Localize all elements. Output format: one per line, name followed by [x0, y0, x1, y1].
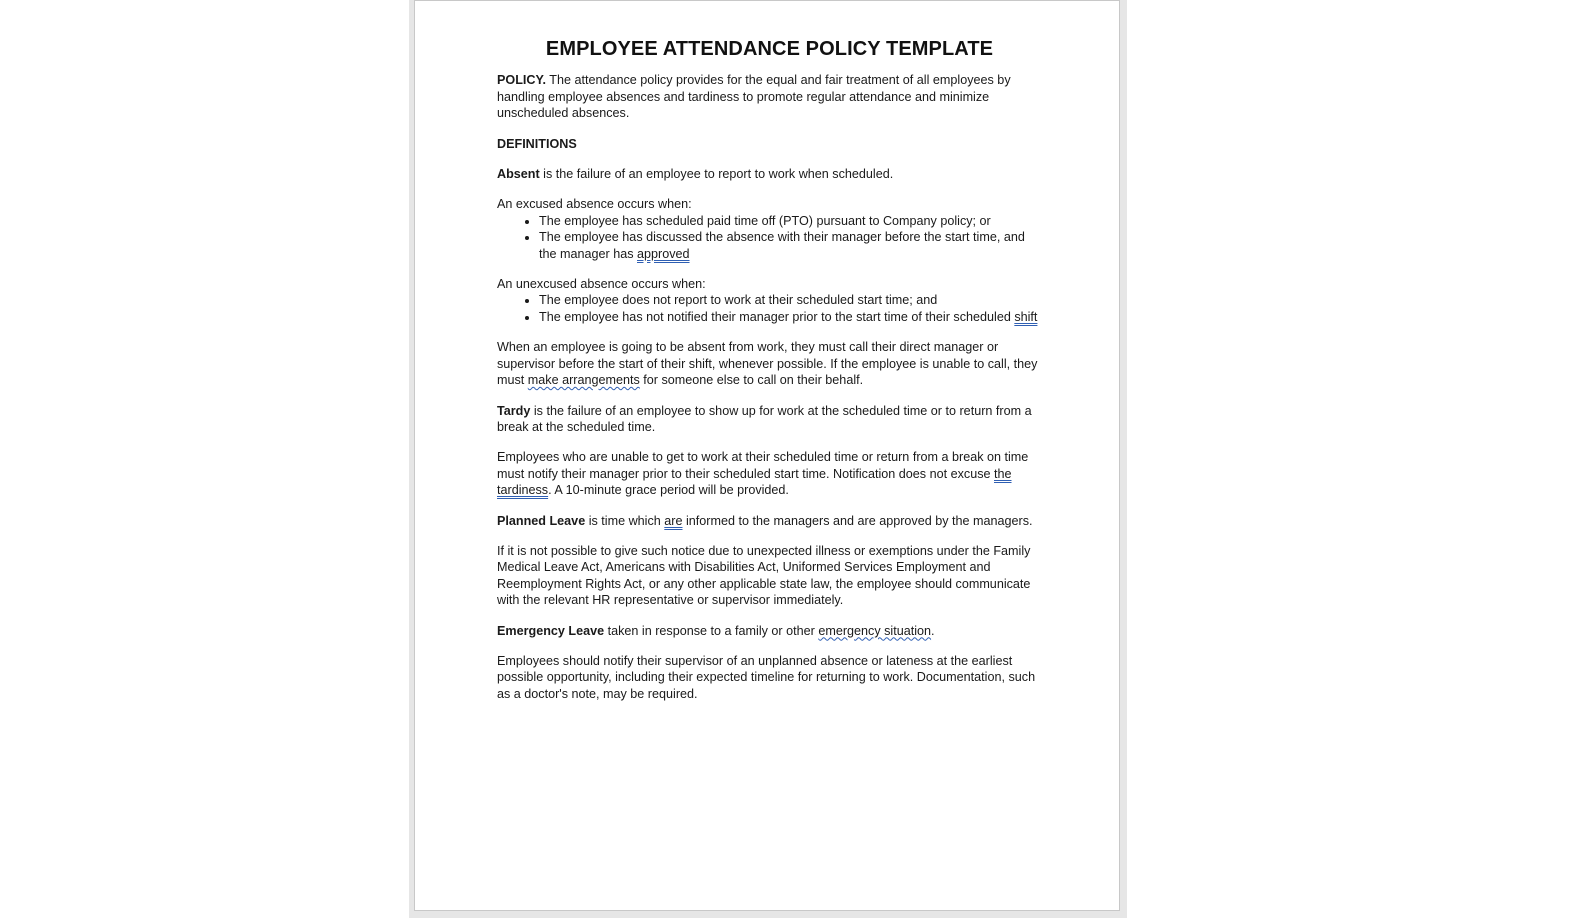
list-item: • The employee does not report to work at their scheduled start time; and [539, 292, 1042, 308]
tardy-definition: Tardy is the failure of an employee to show up for work at the scheduled time or to return from a break at the scheduled time. [497, 403, 1032, 434]
absent-text: is the failure of an employee to report to work when scheduled. [539, 167, 894, 182]
planned-leave-term: Planned Leave [497, 513, 586, 528]
planned-leave-definition: Planned Leave is time which are informed to the managers and are approved by the managers. [497, 513, 1033, 528]
policy-paragraph [497, 72, 1042, 121]
grammar-flag[interactable]: approved [637, 246, 690, 261]
document-title: EMPLOYEE ATTENDANCE POLICY TEMPLATE [545, 38, 994, 60]
tardy-notice-paragraph: Employees who are unable to get to work at their scheduled time or return from a break on time must notify their manager prior to their scheduled start time. Notification does not excuse the tardiness. A 10-minute grace period will be provided. [497, 450, 1029, 498]
list-item: • The employee has scheduled paid time off (PTO) pursuant to Company policy; or [539, 213, 1042, 229]
emergency-leave-term: Emergency Leave [497, 623, 605, 638]
document-page[interactable] [414, 0, 1120, 911]
absent-term: Absent [497, 167, 540, 182]
notify-paragraph: Employees should notify their supervisor of an unplanned absence or lateness at the earliest possible opportunity, including their expected timeline for returning to work. Documentation, such as a doctor's note, may be required. [497, 653, 1036, 701]
grammar-flag[interactable]: are [664, 513, 683, 528]
grammar-flag[interactable]: make arrangements [527, 373, 640, 388]
definitions-heading: DEFINITIONS [497, 136, 577, 151]
tardy-term: Tardy [497, 403, 531, 418]
list-item: • The employee has not notified their manager prior to the start time of their scheduled shift [539, 309, 1042, 325]
excused-lead: An excused absence occurs when: [497, 197, 692, 212]
page-content [497, 38, 1042, 716]
grammar-flag[interactable]: shift [1014, 309, 1038, 324]
excused-list [497, 213, 1042, 262]
notice-exception-paragraph: If it is not possible to give such notice due to unexpected illness or exemptions under the Family Medical Leave Act, Americans with Disabilities Act, Uniformed Services Employment and Reemployment Rights Act, or any other applicable state law, the employee should communicate with the relevant HR representative or supervisor immediately. [497, 543, 1031, 608]
emergency-leave-definition: Emergency Leave taken in response to a family or other emergency situation. [497, 623, 935, 638]
policy-text: The attendance policy provides for the equal and fair treatment of all employees by handling employee absences and tardiness to promote regular attendance and minimize unscheduled absences. [497, 73, 1011, 121]
call-in-paragraph: When an employee is going to be absent from work, they must call their direct manager or supervisor before the start of their shift, whenever possible. If the employee is unable to call, they must make arrangements for someone else to call on their behalf. [497, 340, 1038, 388]
list-item: • The employee has discussed the absence with their manager before the start time, and the manager has approved [539, 229, 1042, 262]
grammar-flag[interactable]: emergency situation [818, 623, 932, 638]
grammar-flag[interactable]: the tardiness [497, 466, 1012, 498]
unexcused-list [497, 292, 1042, 325]
policy-label: POLICY. [497, 73, 546, 88]
unexcused-lead: An unexcused absence occurs when: [497, 277, 706, 292]
absent-definition [497, 166, 1042, 182]
